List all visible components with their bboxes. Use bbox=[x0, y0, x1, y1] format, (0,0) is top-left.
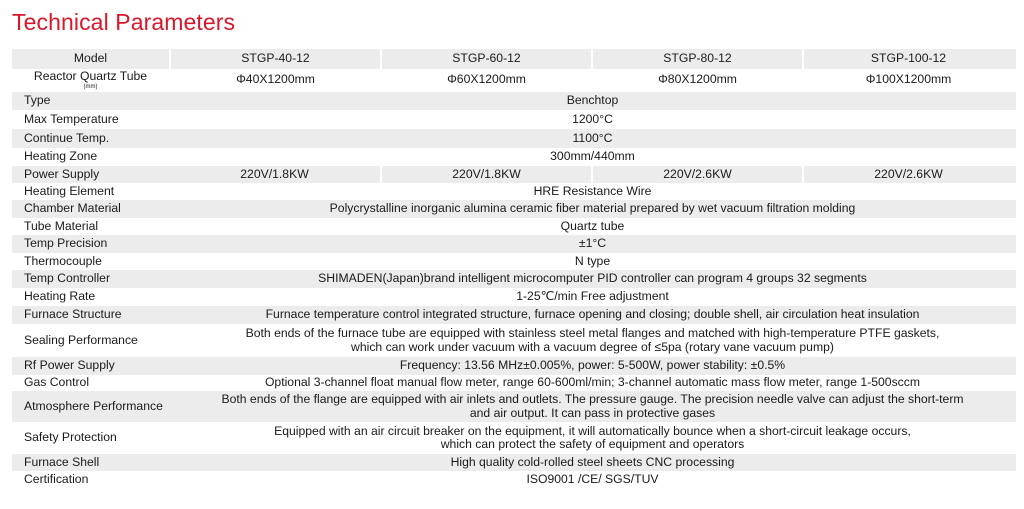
table-row bbox=[12, 306, 1016, 324]
table-row bbox=[12, 253, 1016, 270]
value-line: Both ends of the flange are equipped with air inlets and outlets. The pressure gauge. The precision needle valve can adjust the short-term bbox=[221, 392, 964, 406]
row-label: Heating Zone bbox=[24, 149, 98, 164]
row-label: Certification bbox=[24, 471, 89, 486]
row-label: Max Temperature bbox=[24, 111, 119, 126]
row-label: Safety Protection bbox=[24, 430, 117, 445]
table-row bbox=[12, 110, 1016, 129]
tube-value: Φ40X1200mm bbox=[169, 69, 380, 91]
model-name: STGP-60-12 bbox=[380, 49, 591, 69]
row-value: 1-25℃/min Free adjustment bbox=[516, 289, 669, 304]
row-label: Temp Controller bbox=[24, 271, 111, 286]
value-line: Equipped with an air circuit breaker on the equipment, it will automatically bounce when a short-circuit leakage occurs, bbox=[274, 423, 911, 438]
row-value: 220V/1.8KW bbox=[240, 166, 309, 181]
row-label: Furnace Structure bbox=[24, 307, 122, 322]
header-label: Model bbox=[73, 51, 108, 66]
row-value: Frequency: 13.56 MHz±0.005%, power: 5-500W, power stability: ±0.5% bbox=[399, 358, 786, 373]
row-label: Power Supply bbox=[24, 166, 100, 181]
row-label: Heating Rate bbox=[24, 289, 96, 304]
row-label: Thermocouple bbox=[24, 253, 102, 268]
row-label: Temp Precision bbox=[24, 236, 108, 251]
tube-unit: (mm) bbox=[83, 83, 98, 90]
table-row bbox=[12, 92, 1016, 110]
value-line: which can protect the safety of equipment and operators bbox=[440, 437, 745, 451]
row-label: Rf Power Supply bbox=[24, 358, 115, 373]
row-value bbox=[169, 391, 1016, 422]
parameters-table bbox=[12, 49, 1016, 488]
row-value: HRE Resistance Wire bbox=[533, 183, 652, 198]
table-row bbox=[12, 454, 1016, 471]
row-value: High quality cold-rolled steel sheets CNC processing bbox=[450, 454, 735, 469]
value-line: Both ends of the furnace tube are equipped with stainless steel metal flanges and matched with high-temperature PTFE gaskets, bbox=[245, 326, 940, 340]
page-title: Technical Parameters bbox=[12, 9, 236, 35]
tube-value: Φ60X1200mm bbox=[380, 69, 591, 91]
row-label: Furnace Shell bbox=[24, 454, 100, 469]
value-line: and air output. It can pass in protective gases bbox=[469, 405, 716, 420]
row-label: Chamber Material bbox=[24, 201, 121, 216]
tube-value: Φ100X1200mm bbox=[802, 69, 1013, 91]
table-row bbox=[12, 183, 1016, 200]
row-label: Type bbox=[24, 93, 51, 108]
model-name: STGP-80-12 bbox=[591, 49, 802, 69]
row-value: Benchtop bbox=[566, 93, 619, 108]
row-value: 300mm/440mm bbox=[550, 149, 635, 164]
row-value: 220V/2.6KW bbox=[591, 166, 802, 183]
row-value: ISO9001 /CE/ SGS/TUV bbox=[526, 471, 659, 486]
table-row bbox=[12, 218, 1016, 235]
row-label: Sealing Performance bbox=[24, 332, 138, 347]
table-row bbox=[12, 148, 1016, 166]
row-value: 220V/2.6KW bbox=[802, 166, 1013, 183]
header-row bbox=[12, 49, 1016, 69]
table-row bbox=[12, 471, 1016, 488]
row-value: Quartz tube bbox=[560, 218, 625, 233]
table-row bbox=[12, 235, 1016, 253]
row-value: SHIMADEN(Japan)brand intelligent microcomputer PID controller can program 4 groups 32 segments bbox=[318, 271, 867, 286]
row-label: Gas Control bbox=[24, 375, 90, 390]
table-row bbox=[12, 166, 1016, 183]
row-label: Tube Material bbox=[24, 218, 99, 233]
model-name: STGP-40-12 bbox=[169, 49, 380, 69]
row-value: 220V/1.8KW bbox=[380, 166, 591, 183]
table-row bbox=[12, 357, 1016, 375]
row-value bbox=[169, 422, 1016, 454]
row-label: Heating Element bbox=[24, 183, 115, 198]
tube-row bbox=[12, 69, 1016, 91]
table-row bbox=[12, 129, 1016, 148]
row-value: ±1°C bbox=[578, 236, 607, 251]
table-row bbox=[12, 200, 1016, 218]
table-row bbox=[12, 270, 1016, 288]
tube-label: Reactor Quartz Tube bbox=[33, 69, 148, 84]
row-value: Polycrystalline inorganic alumina ceramic fiber material prepared by wet vacuum filtration molding bbox=[329, 201, 856, 216]
row-value: 1100°C bbox=[572, 130, 613, 145]
row-label: Continue Temp. bbox=[24, 130, 110, 145]
row-value: N type bbox=[574, 253, 611, 268]
row-value: Optional 3-channel float manual flow meter, range 60-600ml/min; 3-channel automatic mass flow meter, range 1-500sccm bbox=[264, 375, 921, 390]
table-row bbox=[12, 324, 1016, 357]
tube-value: Φ80X1200mm bbox=[591, 69, 802, 91]
table-row bbox=[12, 375, 1016, 391]
table-row bbox=[12, 391, 1016, 422]
tube-label-cell bbox=[12, 69, 169, 91]
row-label: Atmosphere Performance bbox=[24, 398, 163, 413]
value-line: which can work under vacuum with a vacuum degree of ≤5pa (rotary vane vacuum pump) bbox=[351, 339, 834, 354]
row-value: Furnace temperature control integrated structure, furnace opening and closing; double shell, air circulation heat insulation bbox=[265, 307, 920, 322]
table-row bbox=[12, 288, 1016, 306]
model-name: STGP-100-12 bbox=[802, 49, 1013, 69]
row-value: 1200°C bbox=[572, 111, 613, 126]
table-row bbox=[12, 422, 1016, 454]
row-value bbox=[169, 324, 1016, 357]
